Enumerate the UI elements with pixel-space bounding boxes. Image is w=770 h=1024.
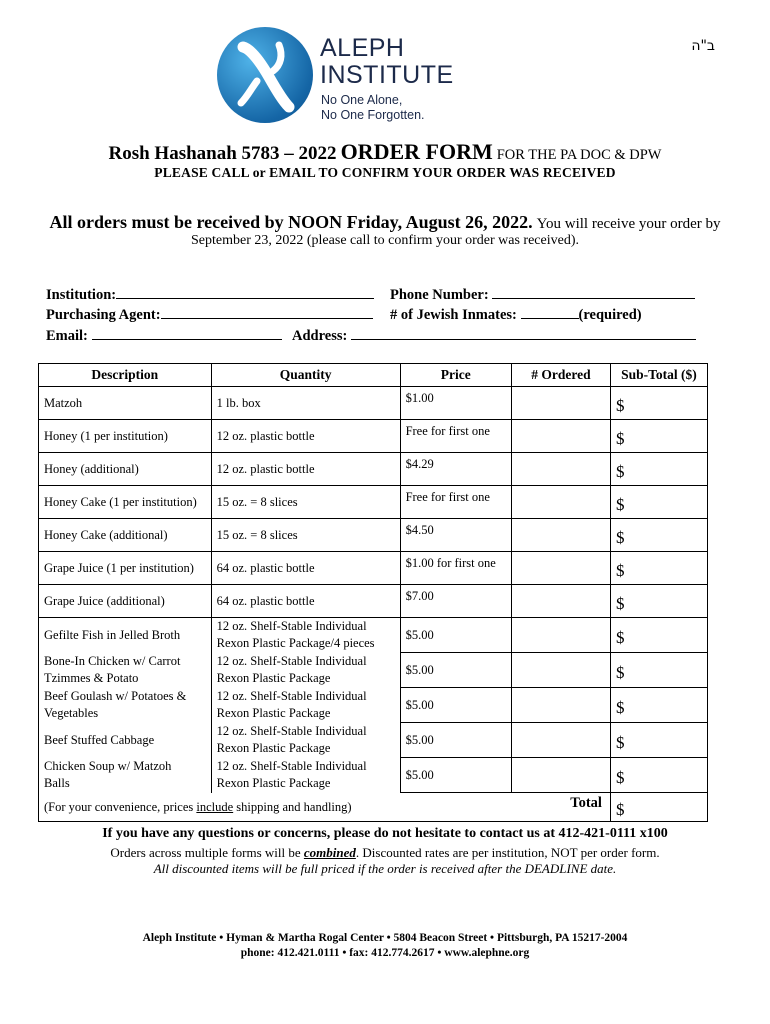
ordered-input[interactable] — [511, 453, 610, 486]
header-quantity: Quantity — [211, 364, 400, 387]
aleph-logo-icon — [217, 27, 313, 123]
item-price: $4.29 — [400, 453, 511, 486]
table-row — [39, 723, 708, 758]
subtotal-cell[interactable]: $ — [610, 585, 707, 618]
table-row — [39, 688, 708, 723]
ordered-input[interactable] — [511, 618, 610, 653]
ordered-input[interactable] — [511, 653, 610, 688]
item-quantity: 12 oz. Shelf-Stable Individual Rexon Plastic Package/4 pieces — [211, 618, 400, 653]
header-price: Price — [400, 364, 511, 387]
item-description: Honey (1 per institution) — [39, 420, 212, 453]
ordered-input[interactable] — [511, 387, 610, 420]
item-quantity: 64 oz. plastic bottle — [211, 552, 400, 585]
phone-field[interactable]: Phone Number: — [390, 284, 695, 304]
aleph-institute-logo — [217, 27, 457, 122]
table-row — [39, 387, 708, 420]
item-description: Matzoh — [39, 387, 212, 420]
order-table — [38, 363, 708, 822]
table-row — [39, 618, 708, 653]
ordered-input[interactable] — [511, 552, 610, 585]
address-field[interactable]: Address: — [292, 325, 696, 345]
item-price: $5.00 — [400, 688, 511, 723]
ordered-input[interactable] — [511, 688, 610, 723]
item-price: $5.00 — [400, 723, 511, 758]
subtotal-cell[interactable]: $ — [610, 552, 707, 585]
table-row — [39, 519, 708, 552]
inmates-field[interactable]: # of Jewish Inmates: (required) — [390, 304, 642, 324]
subtotal-cell[interactable]: $ — [610, 618, 707, 653]
org-tagline: No One Alone, No One Forgotten. — [321, 93, 425, 122]
item-description: Grape Juice (1 per institution) — [39, 552, 212, 585]
item-price: $5.00 — [400, 618, 511, 653]
table-row — [39, 552, 708, 585]
subtotal-cell[interactable]: $ — [610, 420, 707, 453]
item-quantity: 12 oz. plastic bottle — [211, 420, 400, 453]
table-row — [39, 453, 708, 486]
item-quantity: 1 lb. box — [211, 387, 400, 420]
item-description: Beef Goulash w/ Potatoes & Vegetables — [39, 688, 212, 723]
org-address: Aleph Institute • Hyman & Martha Rogal Center • 5804 Beacon Street • Pittsburgh, PA 15217-2004 — [142, 932, 628, 944]
institution-field[interactable]: Institution: — [46, 284, 374, 304]
item-quantity: 12 oz. plastic bottle — [211, 453, 400, 486]
org-name: ALEPH INSTITUTE — [320, 34, 454, 89]
item-description: Chicken Soup w/ Matzoh Balls — [39, 758, 212, 793]
total-row — [39, 793, 708, 822]
total-cell[interactable]: $ — [610, 793, 707, 822]
subtotal-cell[interactable]: $ — [610, 688, 707, 723]
deadline-notice: All orders must be received by NOON Friday, August 26, 2022. You will receive your order by — [49, 212, 721, 232]
subtotal-cell[interactable]: $ — [610, 519, 707, 552]
ordered-input[interactable] — [511, 486, 610, 519]
total-label: Total — [570, 795, 602, 811]
item-description: Beef Stuffed Cabbage — [39, 723, 212, 758]
table-header-row — [39, 364, 708, 387]
item-quantity: 15 oz. = 8 slices — [211, 519, 400, 552]
subtotal-cell[interactable]: $ — [610, 453, 707, 486]
page-subtitle: PLEASE CALL or EMAIL TO CONFIRM YOUR ORDER WAS RECEIVED — [154, 165, 616, 180]
header-description: Description — [39, 364, 212, 387]
org-contact: phone: 412.421.0111 • fax: 412.774.2617 • www.alephne.org — [240, 947, 530, 959]
header-subtotal: Sub-Total ($) — [610, 364, 707, 387]
header-ordered: # Ordered — [511, 364, 610, 387]
item-price: Free for first one — [400, 486, 511, 519]
item-quantity: 64 oz. plastic bottle — [211, 585, 400, 618]
subtotal-cell[interactable]: $ — [610, 723, 707, 758]
ordered-input[interactable] — [511, 723, 610, 758]
price-note: (For your convenience, prices include shipping and handling) Total — [39, 793, 611, 822]
table-row — [39, 585, 708, 618]
item-price: $5.00 — [400, 758, 511, 793]
item-description: Grape Juice (additional) — [39, 585, 212, 618]
table-row — [39, 486, 708, 519]
item-price: $5.00 — [400, 653, 511, 688]
item-price: Free for first one — [400, 420, 511, 453]
item-quantity: 12 oz. Shelf-Stable Individual Rexon Plastic Package — [211, 653, 400, 688]
ordered-input[interactable] — [511, 519, 610, 552]
item-description: Honey (additional) — [39, 453, 212, 486]
combine-note: Orders across multiple forms will be combined. Discounted rates are per institution, NOT per order form. — [110, 845, 660, 860]
table-row — [39, 653, 708, 688]
ordered-input[interactable] — [511, 758, 610, 793]
item-price: $7.00 — [400, 585, 511, 618]
bh-mark: ב"ה — [691, 38, 715, 54]
item-quantity: 12 oz. Shelf-Stable Individual Rexon Plastic Package — [211, 758, 400, 793]
purchasing-agent-field[interactable]: Purchasing Agent: — [46, 304, 373, 324]
item-description: Honey Cake (additional) — [39, 519, 212, 552]
contact-question: If you have any questions or concerns, please do not hesitate to contact us at 412-421-0111 x100 — [102, 826, 668, 841]
deadline-notice-line2: September 23, 2022 (please call to confirm your order was received). — [191, 233, 579, 248]
table-row — [39, 758, 708, 793]
subtotal-cell[interactable]: $ — [610, 486, 707, 519]
table-row — [39, 420, 708, 453]
item-price: $1.00 for first one — [400, 552, 511, 585]
subtotal-cell[interactable]: $ — [610, 758, 707, 793]
item-quantity: 12 oz. Shelf-Stable Individual Rexon Plastic Package — [211, 688, 400, 723]
page-title: Rosh Hashanah 5783 – 2022 ORDER FORM FOR THE PA DOC & DPW — [108, 139, 662, 164]
item-price: $4.50 — [400, 519, 511, 552]
discount-note: All discounted items will be full priced if the order is received after the DEADLINE date. — [153, 861, 617, 876]
subtotal-cell[interactable]: $ — [610, 387, 707, 420]
item-quantity: 12 oz. Shelf-Stable Individual Rexon Plastic Package — [211, 723, 400, 758]
ordered-input[interactable] — [511, 585, 610, 618]
item-description: Gefilte Fish in Jelled Broth — [39, 618, 212, 653]
item-quantity: 15 oz. = 8 slices — [211, 486, 400, 519]
item-description: Honey Cake (1 per institution) — [39, 486, 212, 519]
email-field[interactable]: Email: — [46, 325, 282, 345]
ordered-input[interactable] — [511, 420, 610, 453]
subtotal-cell[interactable]: $ — [610, 653, 707, 688]
item-description: Bone-In Chicken w/ Carrot Tzimmes & Potato — [39, 653, 212, 688]
item-price: $1.00 — [400, 387, 511, 420]
